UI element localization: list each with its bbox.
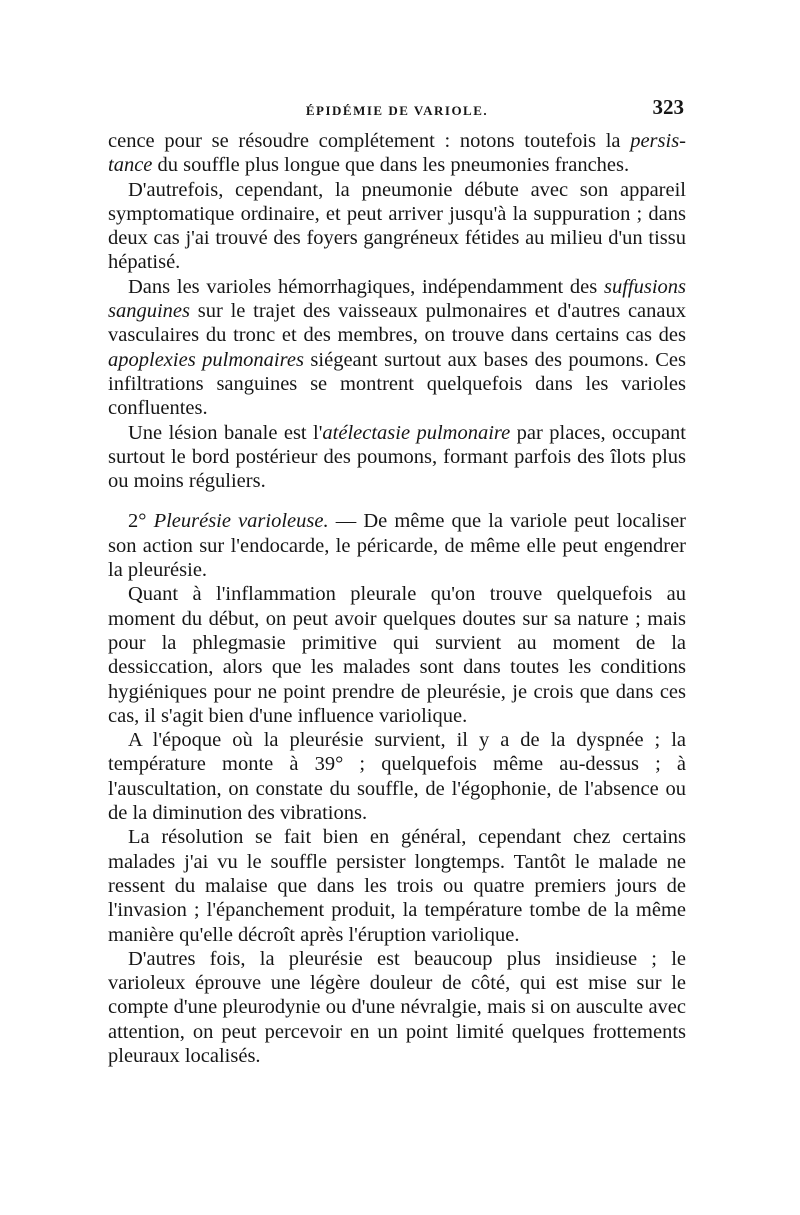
italic-term: persis-tance — [108, 130, 686, 177]
text: Une lésion banale est l' — [128, 421, 323, 444]
paragraph-insidious: D'autres fois, la pleurésie est beaucoup plus insidieuse ; le varioleux éprouve une légère douleur de côté, qui est mise sur le compte d'une pleurodynie ou d'une névralgie, mais si on ausculte avec attention, on peut percevoir en un point limité quelques frottements pleuraux localisés. — [108, 947, 686, 1067]
page-header — [108, 95, 686, 129]
italic-term: suffusions sanguines — [108, 275, 686, 323]
italic-term: apoplexies pulmonaires — [108, 348, 304, 371]
page-number: 323 — [652, 95, 684, 119]
section-number: 2° — [128, 510, 154, 533]
section-pleuresie — [108, 509, 686, 582]
running-title: ÉPIDÉMIE DE VARIOLE. — [305, 103, 489, 118]
text: cence pour se résoudre complétement : notons toutefois la — [108, 130, 631, 152]
text: Dans les varioles hémorrhagiques, indépendamment des — [128, 275, 604, 298]
text: par places, occupant surtout le bord postérieur des poumons, formant parfois des îlots plus ou moins réguliers. — [108, 421, 686, 493]
book-page — [108, 95, 686, 1068]
italic-term: atélectasie pulmonaire — [322, 421, 511, 444]
section-title: Pleurésie varioleuse. — [153, 510, 329, 533]
text: — De même que la variole peut localiser son action sur l'endocarde, le péricarde, de même elle peut engendrer la pleurésie. — [108, 510, 686, 582]
paragraph-atelectasis — [108, 421, 686, 494]
text: du souffle plus longue que dans les pneumonies franches. — [152, 154, 630, 177]
paragraph-inflammation: Quant à l'inflammation pleurale qu'on trouve quelquefois au moment du début, on peut avoir quelques doutes sur sa nature ; mais pour la phlegmasie primitive qui survient au moment de la dessiccation, alors que les malades sont dans toutes les conditions hygiéniques pour ne point prendre de pleurésie, je crois que dans ces cas, il s'agit bien d'une influence variolique. — [108, 583, 686, 727]
paragraph-pneumonia: D'autrefois, cependant, la pneumonie débute avec son appareil symptomatique ordinaire, et peut arriver jusqu'à la suppuration ; dans deux cas j'ai trouvé des foyers gangréneux fétides au milieu d'un tissu hépatisé. — [108, 178, 686, 274]
text: sur le trajet des vaisseaux pulmonaires et d'autres canaux vasculaires du tronc et des membres, on trouve dans certains cas des — [108, 300, 686, 347]
paragraph-hemorrhagic — [108, 275, 686, 421]
paragraph-symptoms: A l'époque où la pleurésie survient, il y a de la dyspnée ; la température monte à 39° ; quelquefois même au-dessus ; à l'auscultation, on constate du souffle, de l'égophonie, de l'absence ou de la diminution des vibrations. — [108, 729, 686, 825]
paragraph-resolution: La résolution se fait bien en général, cependant chez certains malades j'ai vu le souffle persister longtemps. Tantôt le malade ne ressent du malaise que dans les trois ou quatre premiers jours de l'invasion ; l'épanchement produit, la température tombe de la même manière qu'elle décroît après l'éruption variolique. — [108, 826, 686, 946]
paragraph-continuation — [108, 129, 686, 178]
text: siégeant surtout aux bases des poumons. Ces infiltrations sanguines se montrent quelquefois dans les varioles confluentes. — [108, 348, 686, 420]
